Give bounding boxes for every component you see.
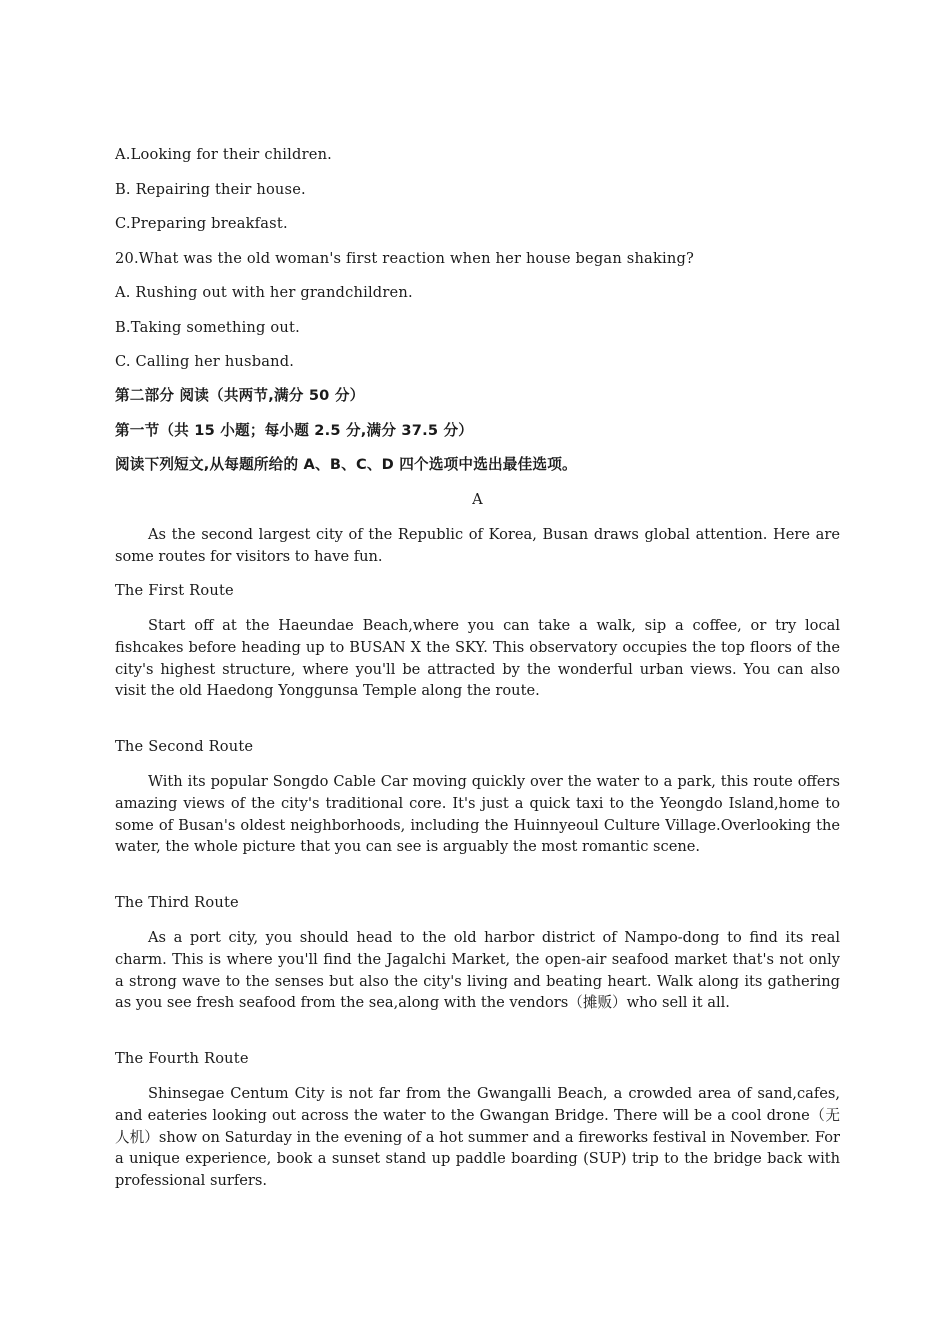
q20-option-c: C. Calling her husband.	[115, 353, 295, 370]
route-1-text: Start off at the Haeundae Beach,where you can take a walk, sip a coffee, or try local fishcakes before heading up to BUSAN X the SKY. This observatory occupies the top floors of the city's highest structure, where you'll be attracted by the wonderful urban views. You can also visit the old Haedong Yonggunsa Temple along the route.	[115, 617, 840, 700]
part-title: 第二部分 阅读（共两节,满分 50 分）	[115, 387, 365, 404]
q20-stem: 20.What was the old woman's first reaction when her house began shaking?	[115, 250, 695, 267]
route-2-paragraph	[115, 771, 840, 858]
route-4-text: Shinsegae Centum City is not far from the Gwangalli Beach, a crowded area of sand,cafes, and eateries looking out across the water to the Gwangan Bridge. There will be a cool drone（无人机）show on Saturday in the evening of a hot summer and a fireworks festival in November. For a unique experience, book a sunset stand up paddle boarding (SUP) trip to the bridge back with professional surfers.	[115, 1085, 840, 1190]
route-1-paragraph	[115, 615, 840, 702]
passage-intro	[115, 524, 840, 568]
q20-option-b: B.Taking something out.	[115, 319, 300, 336]
route-4-heading: The Fourth Route	[115, 1050, 249, 1067]
passage-letter: A	[472, 491, 483, 508]
q19-option-a: A.Looking for their children.	[115, 146, 333, 163]
route-2-heading: The Second Route	[115, 738, 254, 755]
route-3-heading: The Third Route	[115, 894, 239, 911]
route-1-heading: The First Route	[115, 582, 234, 599]
route-2-text: With its popular Songdo Cable Car moving quickly over the water to a park, this route offers amazing views of the city's traditional core. It's just a quick taxi to the Yeongdo Island,home to some of Busan's oldest neighborhoods, including the Huinnyeoul Culture Village.Overlooking the water, the whole picture that you can see is arguably the most romantic scene.	[115, 773, 840, 856]
instruction: 阅读下列短文,从每题所给的 A、B、C、D 四个选项中选出最佳选项。	[115, 456, 577, 473]
q19-option-b: B. Repairing their house.	[115, 181, 306, 198]
route-3-text: As a port city, you should head to the old harbor district of Nampo-dong to find its real charm. This is where you'll find the Jagalchi Market, the open-air seafood market that's not only a strong wave to the senses but also the city's living and beating heart. Walk along its gathering as you see fresh seafood from the sea,along with the vendors（摊贩）who sell it all.	[115, 929, 840, 1012]
subsection-title: 第一节（共 15 小题；每小题 2.5 分,满分 37.5 分）	[115, 422, 474, 439]
q20-option-a: A. Rushing out with her grandchildren.	[115, 284, 413, 301]
route-4-paragraph	[115, 1083, 840, 1192]
route-3-paragraph	[115, 927, 840, 1014]
passage-intro-text: As the second largest city of the Republic of Korea, Busan draws global attention. Here are some routes for visitors to have fun.	[115, 526, 840, 565]
q19-option-c: C.Preparing breakfast.	[115, 215, 288, 232]
